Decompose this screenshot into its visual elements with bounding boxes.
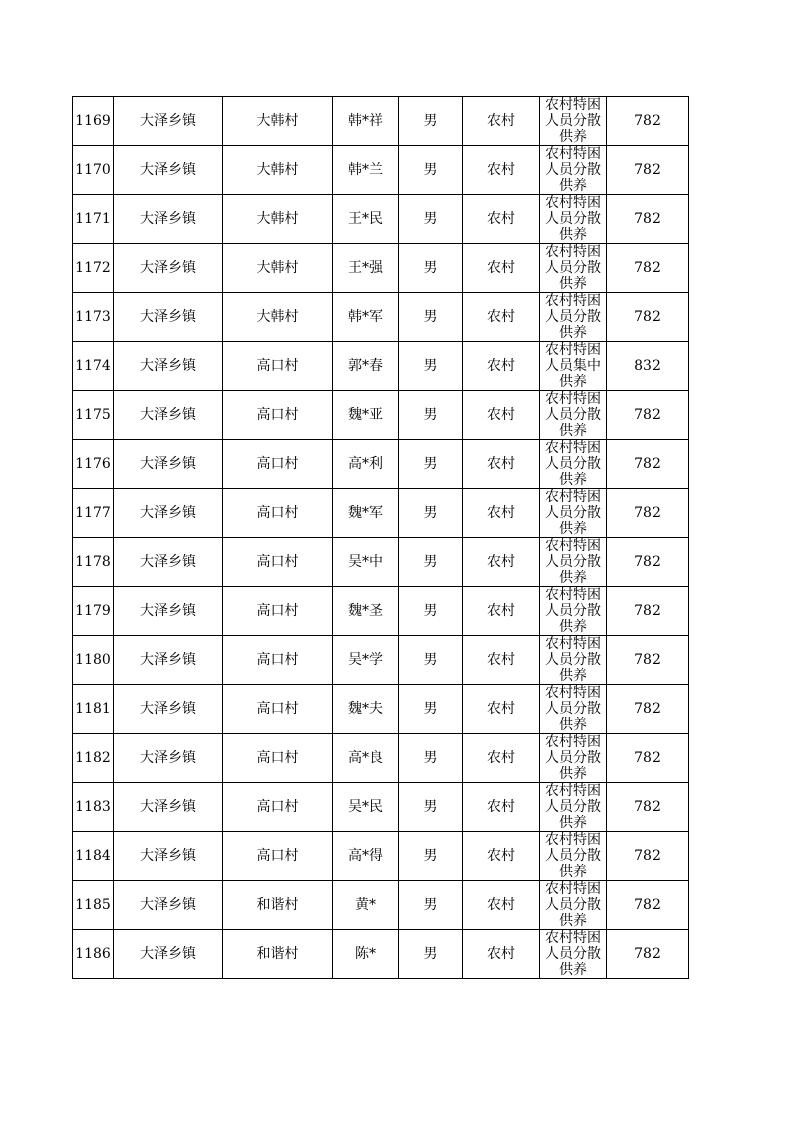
amount-cell: 782 bbox=[607, 244, 689, 293]
gender-cell: 男 bbox=[399, 783, 463, 832]
support-type-text: 农村特困人员分散供养 bbox=[545, 195, 601, 243]
table-row bbox=[73, 440, 689, 489]
support-type-cell bbox=[540, 489, 607, 538]
row-number-cell: 1170 bbox=[73, 146, 114, 195]
area-cell: 农村 bbox=[463, 391, 540, 440]
area-cell: 农村 bbox=[463, 97, 540, 146]
row-number-cell: 1177 bbox=[73, 489, 114, 538]
amount-cell: 832 bbox=[607, 342, 689, 391]
town-cell: 大泽乡镇 bbox=[114, 832, 223, 881]
town-cell: 大泽乡镇 bbox=[114, 587, 223, 636]
row-number-cell: 1176 bbox=[73, 440, 114, 489]
name-cell: 韩*祥 bbox=[333, 97, 399, 146]
area-cell: 农村 bbox=[463, 195, 540, 244]
area-cell: 农村 bbox=[463, 636, 540, 685]
area-cell: 农村 bbox=[463, 342, 540, 391]
gender-cell: 男 bbox=[399, 440, 463, 489]
table-row bbox=[73, 97, 689, 146]
row-number-cell: 1182 bbox=[73, 734, 114, 783]
town-cell: 大泽乡镇 bbox=[114, 440, 223, 489]
support-type-cell bbox=[540, 97, 607, 146]
gender-cell: 男 bbox=[399, 881, 463, 930]
table-row bbox=[73, 685, 689, 734]
area-cell: 农村 bbox=[463, 734, 540, 783]
amount-cell: 782 bbox=[607, 783, 689, 832]
table-row bbox=[73, 244, 689, 293]
table-row bbox=[73, 146, 689, 195]
village-cell: 高口村 bbox=[223, 440, 333, 489]
name-cell: 吴*中 bbox=[333, 538, 399, 587]
row-number-cell: 1171 bbox=[73, 195, 114, 244]
gender-cell: 男 bbox=[399, 685, 463, 734]
row-number-cell: 1173 bbox=[73, 293, 114, 342]
support-type-cell bbox=[540, 783, 607, 832]
table-row bbox=[73, 538, 689, 587]
support-type-text: 农村特困人员分散供养 bbox=[545, 97, 601, 145]
area-cell: 农村 bbox=[463, 146, 540, 195]
table-row bbox=[73, 881, 689, 930]
gender-cell: 男 bbox=[399, 587, 463, 636]
amount-cell: 782 bbox=[607, 538, 689, 587]
support-type-text: 农村特困人员分散供养 bbox=[545, 244, 601, 292]
support-type-text: 农村特困人员分散供养 bbox=[545, 391, 601, 439]
town-cell: 大泽乡镇 bbox=[114, 538, 223, 587]
village-cell: 大韩村 bbox=[223, 244, 333, 293]
support-type-text: 农村特困人员分散供养 bbox=[545, 587, 601, 635]
gender-cell: 男 bbox=[399, 146, 463, 195]
name-cell: 吴*民 bbox=[333, 783, 399, 832]
town-cell: 大泽乡镇 bbox=[114, 783, 223, 832]
village-cell: 大韩村 bbox=[223, 195, 333, 244]
support-type-cell bbox=[540, 391, 607, 440]
area-cell: 农村 bbox=[463, 587, 540, 636]
support-type-text: 农村特困人员分散供养 bbox=[545, 832, 601, 880]
support-type-cell bbox=[540, 293, 607, 342]
row-number-cell: 1184 bbox=[73, 832, 114, 881]
table-row bbox=[73, 734, 689, 783]
amount-cell: 782 bbox=[607, 734, 689, 783]
amount-cell: 782 bbox=[607, 881, 689, 930]
village-cell: 大韩村 bbox=[223, 146, 333, 195]
village-cell: 高口村 bbox=[223, 538, 333, 587]
support-type-cell bbox=[540, 636, 607, 685]
row-number-cell: 1172 bbox=[73, 244, 114, 293]
table-row bbox=[73, 195, 689, 244]
row-number-cell: 1183 bbox=[73, 783, 114, 832]
gender-cell: 男 bbox=[399, 636, 463, 685]
row-number-cell: 1180 bbox=[73, 636, 114, 685]
name-cell: 王*强 bbox=[333, 244, 399, 293]
support-type-cell bbox=[540, 734, 607, 783]
amount-cell: 782 bbox=[607, 440, 689, 489]
name-cell: 陈* bbox=[333, 930, 399, 979]
name-cell: 魏*军 bbox=[333, 489, 399, 538]
name-cell: 高*得 bbox=[333, 832, 399, 881]
town-cell: 大泽乡镇 bbox=[114, 293, 223, 342]
name-cell: 吴*学 bbox=[333, 636, 399, 685]
gender-cell: 男 bbox=[399, 342, 463, 391]
town-cell: 大泽乡镇 bbox=[114, 97, 223, 146]
gender-cell: 男 bbox=[399, 97, 463, 146]
amount-cell: 782 bbox=[607, 391, 689, 440]
area-cell: 农村 bbox=[463, 832, 540, 881]
amount-cell: 782 bbox=[607, 97, 689, 146]
gender-cell: 男 bbox=[399, 489, 463, 538]
support-type-text: 农村特困人员分散供养 bbox=[545, 489, 601, 537]
support-type-cell bbox=[540, 881, 607, 930]
support-type-text: 农村特困人员分散供养 bbox=[545, 146, 601, 194]
support-type-cell bbox=[540, 832, 607, 881]
area-cell: 农村 bbox=[463, 244, 540, 293]
village-cell: 大韩村 bbox=[223, 293, 333, 342]
village-cell: 高口村 bbox=[223, 783, 333, 832]
town-cell: 大泽乡镇 bbox=[114, 685, 223, 734]
support-type-cell bbox=[540, 440, 607, 489]
gender-cell: 男 bbox=[399, 734, 463, 783]
support-type-text: 农村特困人员分散供养 bbox=[545, 293, 601, 341]
town-cell: 大泽乡镇 bbox=[114, 146, 223, 195]
name-cell: 王*民 bbox=[333, 195, 399, 244]
area-cell: 农村 bbox=[463, 293, 540, 342]
amount-cell: 782 bbox=[607, 636, 689, 685]
village-cell: 高口村 bbox=[223, 587, 333, 636]
gender-cell: 男 bbox=[399, 293, 463, 342]
table-row bbox=[73, 587, 689, 636]
town-cell: 大泽乡镇 bbox=[114, 489, 223, 538]
support-type-text: 农村特困人员分散供养 bbox=[545, 881, 601, 929]
row-number-cell: 1181 bbox=[73, 685, 114, 734]
support-type-cell bbox=[540, 538, 607, 587]
village-cell: 高口村 bbox=[223, 489, 333, 538]
support-type-text: 农村特困人员分散供养 bbox=[545, 685, 601, 733]
town-cell: 大泽乡镇 bbox=[114, 244, 223, 293]
row-number-cell: 1169 bbox=[73, 97, 114, 146]
table-row bbox=[73, 783, 689, 832]
name-cell: 韩*兰 bbox=[333, 146, 399, 195]
area-cell: 农村 bbox=[463, 783, 540, 832]
support-type-cell bbox=[540, 930, 607, 979]
table-row bbox=[73, 489, 689, 538]
table-row bbox=[73, 832, 689, 881]
support-type-cell bbox=[540, 146, 607, 195]
gender-cell: 男 bbox=[399, 391, 463, 440]
village-cell: 高口村 bbox=[223, 734, 333, 783]
area-cell: 农村 bbox=[463, 930, 540, 979]
gender-cell: 男 bbox=[399, 832, 463, 881]
town-cell: 大泽乡镇 bbox=[114, 195, 223, 244]
support-type-text: 农村特困人员分散供养 bbox=[545, 783, 601, 831]
support-type-text: 农村特困人员分散供养 bbox=[545, 636, 601, 684]
town-cell: 大泽乡镇 bbox=[114, 391, 223, 440]
row-number-cell: 1185 bbox=[73, 881, 114, 930]
name-cell: 魏*亚 bbox=[333, 391, 399, 440]
name-cell: 魏*夫 bbox=[333, 685, 399, 734]
support-type-text: 农村特困人员分散供养 bbox=[545, 538, 601, 586]
name-cell: 郭*春 bbox=[333, 342, 399, 391]
area-cell: 农村 bbox=[463, 881, 540, 930]
support-type-cell bbox=[540, 244, 607, 293]
table-body bbox=[73, 97, 689, 979]
table-row bbox=[73, 342, 689, 391]
row-number-cell: 1178 bbox=[73, 538, 114, 587]
amount-cell: 782 bbox=[607, 587, 689, 636]
amount-cell: 782 bbox=[607, 293, 689, 342]
village-cell: 大韩村 bbox=[223, 97, 333, 146]
village-cell: 高口村 bbox=[223, 391, 333, 440]
support-type-cell bbox=[540, 587, 607, 636]
amount-cell: 782 bbox=[607, 685, 689, 734]
table-row bbox=[73, 391, 689, 440]
village-cell: 高口村 bbox=[223, 636, 333, 685]
name-cell: 黄* bbox=[333, 881, 399, 930]
row-number-cell: 1179 bbox=[73, 587, 114, 636]
support-type-cell bbox=[540, 685, 607, 734]
data-table bbox=[72, 96, 689, 979]
town-cell: 大泽乡镇 bbox=[114, 881, 223, 930]
table-row bbox=[73, 636, 689, 685]
village-cell: 高口村 bbox=[223, 342, 333, 391]
gender-cell: 男 bbox=[399, 538, 463, 587]
village-cell: 和谐村 bbox=[223, 881, 333, 930]
name-cell: 韩*军 bbox=[333, 293, 399, 342]
table-row bbox=[73, 930, 689, 979]
name-cell: 魏*圣 bbox=[333, 587, 399, 636]
support-type-text: 农村特困人员分散供养 bbox=[545, 734, 601, 782]
area-cell: 农村 bbox=[463, 685, 540, 734]
village-cell: 和谐村 bbox=[223, 930, 333, 979]
amount-cell: 782 bbox=[607, 195, 689, 244]
amount-cell: 782 bbox=[607, 489, 689, 538]
gender-cell: 男 bbox=[399, 195, 463, 244]
town-cell: 大泽乡镇 bbox=[114, 734, 223, 783]
gender-cell: 男 bbox=[399, 244, 463, 293]
gender-cell: 男 bbox=[399, 930, 463, 979]
support-type-text: 农村特困人员分散供养 bbox=[545, 440, 601, 488]
name-cell: 高*良 bbox=[333, 734, 399, 783]
town-cell: 大泽乡镇 bbox=[114, 930, 223, 979]
table-row bbox=[73, 293, 689, 342]
town-cell: 大泽乡镇 bbox=[114, 342, 223, 391]
amount-cell: 782 bbox=[607, 832, 689, 881]
support-type-cell bbox=[540, 342, 607, 391]
area-cell: 农村 bbox=[463, 489, 540, 538]
name-cell: 高*利 bbox=[333, 440, 399, 489]
support-type-text: 农村特困人员集中供养 bbox=[545, 342, 601, 390]
village-cell: 高口村 bbox=[223, 832, 333, 881]
row-number-cell: 1186 bbox=[73, 930, 114, 979]
amount-cell: 782 bbox=[607, 930, 689, 979]
area-cell: 农村 bbox=[463, 538, 540, 587]
area-cell: 农村 bbox=[463, 440, 540, 489]
row-number-cell: 1175 bbox=[73, 391, 114, 440]
support-type-cell bbox=[540, 195, 607, 244]
row-number-cell: 1174 bbox=[73, 342, 114, 391]
support-type-text: 农村特困人员分散供养 bbox=[545, 930, 601, 978]
town-cell: 大泽乡镇 bbox=[114, 636, 223, 685]
village-cell: 高口村 bbox=[223, 685, 333, 734]
amount-cell: 782 bbox=[607, 146, 689, 195]
